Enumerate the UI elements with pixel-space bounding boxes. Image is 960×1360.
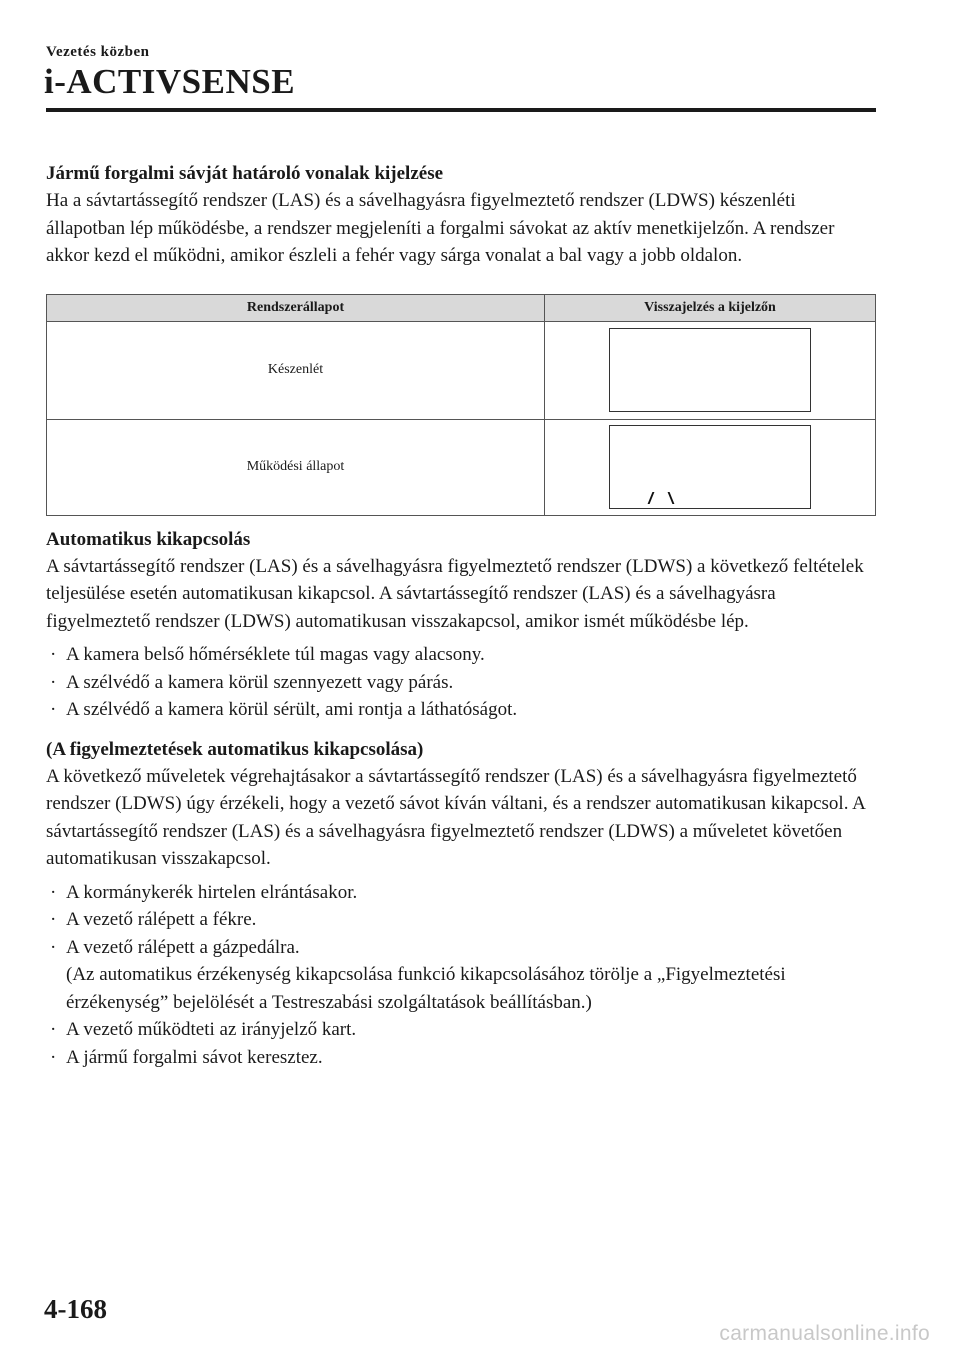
table-row xyxy=(47,321,876,419)
sensitivity-note: (Az automatikus érzékenység kikapcsolása funkció kikapcsolásához törölje a „Figyelmeztetési érzékenység” bejelölését a Testreszabási szolgáltatások beállításban.) xyxy=(66,964,786,1013)
left-lane-line-icon xyxy=(648,492,655,504)
table-cell-display xyxy=(545,419,876,515)
page-number: 4-168 xyxy=(44,1294,107,1324)
auto-off-list xyxy=(46,641,876,724)
bullet-icon: · xyxy=(50,671,57,693)
list-item: · A kamera belső hőmérséklete túl magas vagy alacsony. xyxy=(46,641,876,669)
auto-off-heading: Automatikus kikapcsolás xyxy=(46,528,251,550)
list-item: · A kormánykerék hirtelen elrántásakor. xyxy=(46,879,876,907)
bullet-icon: · xyxy=(50,1046,57,1068)
list-item: · A vezető rálépett a gázpedálra. xyxy=(46,934,876,962)
list-item: · A vezető működteti az irányjelző kart. xyxy=(46,1016,876,1044)
lane-display-heading: Jármű forgalmi sávját határoló vonalak kijelzése xyxy=(46,163,444,184)
bullet-icon: · xyxy=(50,1019,57,1040)
empty-display-icon xyxy=(609,328,811,412)
bullet-icon: · xyxy=(50,881,57,903)
table-header-display: Visszajelzés a kijelzőn xyxy=(545,294,876,321)
bullet-icon: · xyxy=(50,909,57,930)
lane-display-body: Ha a sávtartássegítő rendszer (LAS) és a sávelhagyásra figyelmeztető rendszer (LDWS) készenléti állapotban lép működésbe, a rendszer megjeleníti a forgalmi sávokat az aktív menetkijelzőn. A rendszer akkor kezd el működni, amikor észleli a fehér vagy sárga vonalat a bal vagy a jobb oldalon. xyxy=(46,190,835,266)
title-rule xyxy=(46,108,876,112)
watermark: carmanualsonline.info xyxy=(719,1322,930,1345)
chapter-title: i-ACTIVSENSE xyxy=(44,62,296,101)
warnings-off-body: A következő műveletek végrehajtásakor a sávtartássegítő rendszer (LAS) és a sávelhagyásra figyelmeztető rendszer (LDWS) úgy érzékeli, hogy a vezető sávot kíván váltani, és a rendszer automatikusan kikapcsol. A sávtartássegítő rendszer (LAS) és a sávelhagyásra figyelmeztető rendszer (LDWS) a műveletet követően automatikusan visszakapcsol. xyxy=(46,765,865,869)
table-row xyxy=(47,419,876,515)
warnings-off-list xyxy=(46,879,876,962)
list-item: · A szélvédő a kamera körül sérült, ami rontja a láthatóságot. xyxy=(46,696,876,724)
table-header-row xyxy=(47,294,876,321)
list-item: · A vezető rálépett a fékre. xyxy=(46,906,876,934)
list-item: · A jármű forgalmi sávot keresztez. xyxy=(46,1044,876,1072)
auto-off-body: A sávtartássegítő rendszer (LAS) és a sávelhagyásra figyelmeztető rendszer (LDWS) a következő feltételek teljesülése esetén automatikusan kikapcsol. A sávtartássegítő rendszer (LAS) és a sávelhagyásra figyelmeztető rendszer (LDWS) automatikusan visszakapcsol, amikor ismét működésbe lép. xyxy=(46,555,864,632)
warnings-off-heading: (A figyelmeztetések automatikus kikapcsolása) xyxy=(46,738,424,760)
bullet-icon: · xyxy=(50,644,57,665)
warnings-off-list-continued xyxy=(46,1016,876,1071)
table-header-state: Rendszerállapot xyxy=(47,294,545,321)
lane-lines-display-icon xyxy=(609,425,811,509)
bullet-icon: · xyxy=(50,699,57,720)
bullet-icon: · xyxy=(50,936,57,958)
right-lane-line-icon xyxy=(668,492,675,504)
status-table xyxy=(46,294,876,516)
list-item: · A szélvédő a kamera körül szennyezett vagy párás. xyxy=(46,669,876,697)
table-cell-state: Készenlét xyxy=(47,321,545,419)
page-content xyxy=(46,160,876,1071)
table-cell-state: Működési állapot xyxy=(47,419,545,515)
section-label: Vezetés közben xyxy=(46,44,150,60)
table-cell-display xyxy=(545,321,876,419)
